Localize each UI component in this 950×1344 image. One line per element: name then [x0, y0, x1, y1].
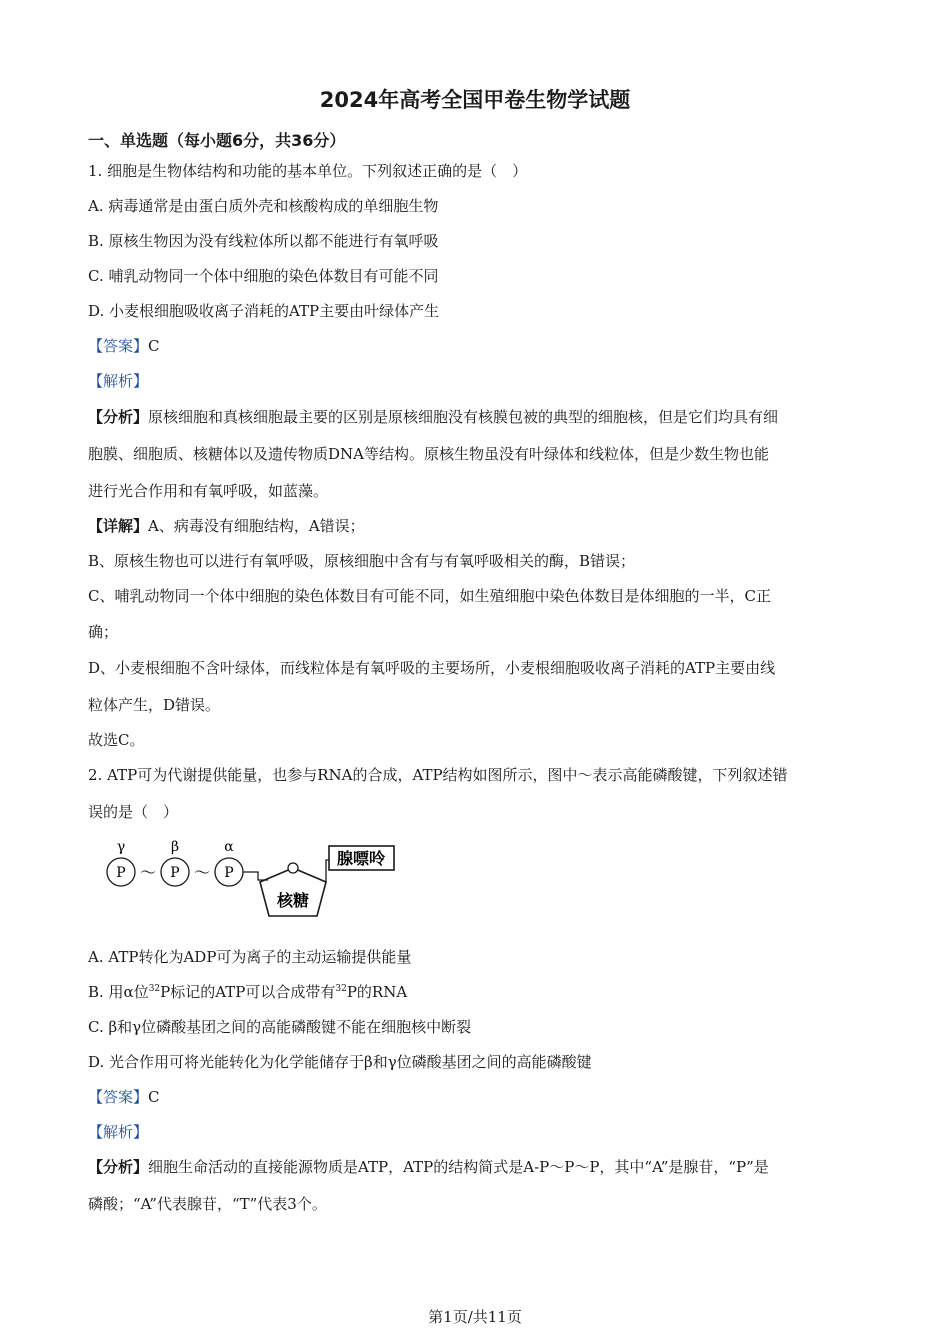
q1-answer	[88, 335, 868, 357]
high-energy-bond-1: ～	[139, 863, 157, 882]
q1-analysis-tag	[88, 370, 868, 392]
q1-fenxi-line-2: 胞膜、细胞质、核糖体以及遗传物质DNA等结构。原核生物虽没有叶绿体和线粒体，但是少数生物也能	[88, 445, 769, 463]
q1-stem: 1. 细胞是生物体结构和功能的基本单位。下列叙述正确的是（ ）	[88, 162, 528, 180]
q2-stem-line-1: 2. ATP可为代谢提供能量，也参与RNA的合成，ATP结构如图所示，图中～表示高能磷酸键，下列叙述错	[88, 766, 788, 784]
q2-option-b	[88, 981, 868, 1003]
answer-tag: 【答案】	[88, 1088, 149, 1106]
high-energy-bond-2: ～	[193, 863, 211, 882]
page-footer: 第1页/共11页	[428, 1308, 522, 1326]
q2-option-b-post: P的RNA	[346, 983, 408, 1001]
q1-option-d: D. 小麦根细胞吸收离子消耗的ATP主要由叶绿体产生	[88, 302, 440, 320]
q2-option-b-mid: P标记的ATP可以合成带有	[160, 983, 336, 1001]
q1-xiangjie-line-4: 确；	[88, 623, 119, 641]
q2-fenxi-line-1	[88, 1156, 868, 1178]
section-heading: 一、单选题（每小题6分，共36分）	[88, 131, 346, 150]
q2-option-c: C. β和γ位磷酸基团之间的高能磷酸键不能在细胞核中断裂	[88, 1018, 472, 1036]
xiangjie-text: A、病毒没有细胞结构，A错误；	[148, 517, 365, 535]
phosphate-sugar-bond	[243, 872, 268, 880]
q2-answer	[88, 1086, 868, 1108]
adenine-label: 腺嘌呤	[336, 849, 386, 868]
analysis-tag: 【解析】	[88, 372, 149, 390]
fenxi-text: 原核细胞和真核细胞最主要的区别是原核细胞没有核膜包被的典型的细胞核，但是它们均具有细	[148, 408, 779, 426]
answer-value: C	[148, 337, 160, 355]
q1-fenxi-line-3: 进行光合作用和有氧呼吸，如蓝藻。	[88, 482, 329, 500]
alpha-label: α	[224, 839, 234, 855]
answer-tag: 【答案】	[88, 337, 149, 355]
ring-oxygen	[288, 863, 298, 873]
fenxi-tag: 【分析】	[88, 408, 149, 426]
q2-option-a: A. ATP转化为ADP可为离子的主动运输提供能量	[88, 948, 412, 966]
q2-option-d: D. 光合作用可将光能转化为化学能储存于β和γ位磷酸基团之间的高能磷酸键	[88, 1053, 592, 1071]
ribose-label: 核糖	[276, 891, 310, 910]
q2-analysis-tag	[88, 1121, 868, 1143]
q1-option-b: B. 原核生物因为没有线粒体所以都不能进行有氧呼吸	[88, 232, 439, 250]
q1-option-a: A. 病毒通常是由蛋白质外壳和核酸构成的单细胞生物	[88, 197, 439, 215]
atp-structure-diagram	[100, 836, 400, 920]
xiangjie-tag: 【详解】	[88, 517, 149, 535]
q1-xiangjie-line-2: B、原核生物也可以进行有氧呼吸，原核细胞中含有与有氧呼吸相关的酶，B错误；	[88, 552, 636, 570]
q1-conclusion: 故选C。	[88, 731, 145, 749]
page-title: 2024年高考全国甲卷生物学试题	[319, 88, 631, 112]
q2-option-b-pre: B. 用α位	[88, 983, 149, 1001]
isotope-sup-2: 32	[335, 984, 347, 994]
beta-label: β	[170, 839, 180, 855]
fenxi-tag: 【分析】	[88, 1158, 149, 1176]
q2-stem-line-2: 误的是（ ）	[88, 803, 179, 821]
phosphate-alpha-text: P	[224, 865, 234, 881]
q2-fenxi-line-2: 磷酸；“A”代表腺苷，“T”代表3个。	[88, 1195, 327, 1213]
q1-fenxi-line-1	[88, 406, 868, 428]
q1-option-c: C. 哺乳动物同一个体中细胞的染色体数目有可能不同	[88, 267, 439, 285]
phosphate-beta-text: P	[170, 865, 180, 881]
answer-value: C	[148, 1088, 160, 1106]
gamma-label: γ	[116, 839, 126, 855]
q1-xiangjie-line-1	[88, 515, 868, 537]
isotope-sup-1: 32	[148, 984, 161, 994]
q1-xiangjie-line-6: 粒体产生，D错误。	[88, 696, 221, 714]
q1-xiangjie-line-5: D、小麦根细胞不含叶绿体，而线粒体是有氧呼吸的主要场所，小麦根细胞吸收离子消耗的ATP主要由线	[88, 659, 776, 677]
q1-xiangjie-line-3: C、哺乳动物同一个体中细胞的染色体数目有可能不同，如生殖细胞中染色体数目是体细胞的一半，C正	[88, 587, 771, 605]
analysis-tag: 【解析】	[88, 1123, 149, 1141]
fenxi-text: 细胞生命活动的直接能源物质是ATP，ATP的结构简式是A-P～P～P，其中“A”是腺苷，“P”是	[148, 1158, 769, 1176]
phosphate-gamma-text: P	[116, 865, 126, 881]
